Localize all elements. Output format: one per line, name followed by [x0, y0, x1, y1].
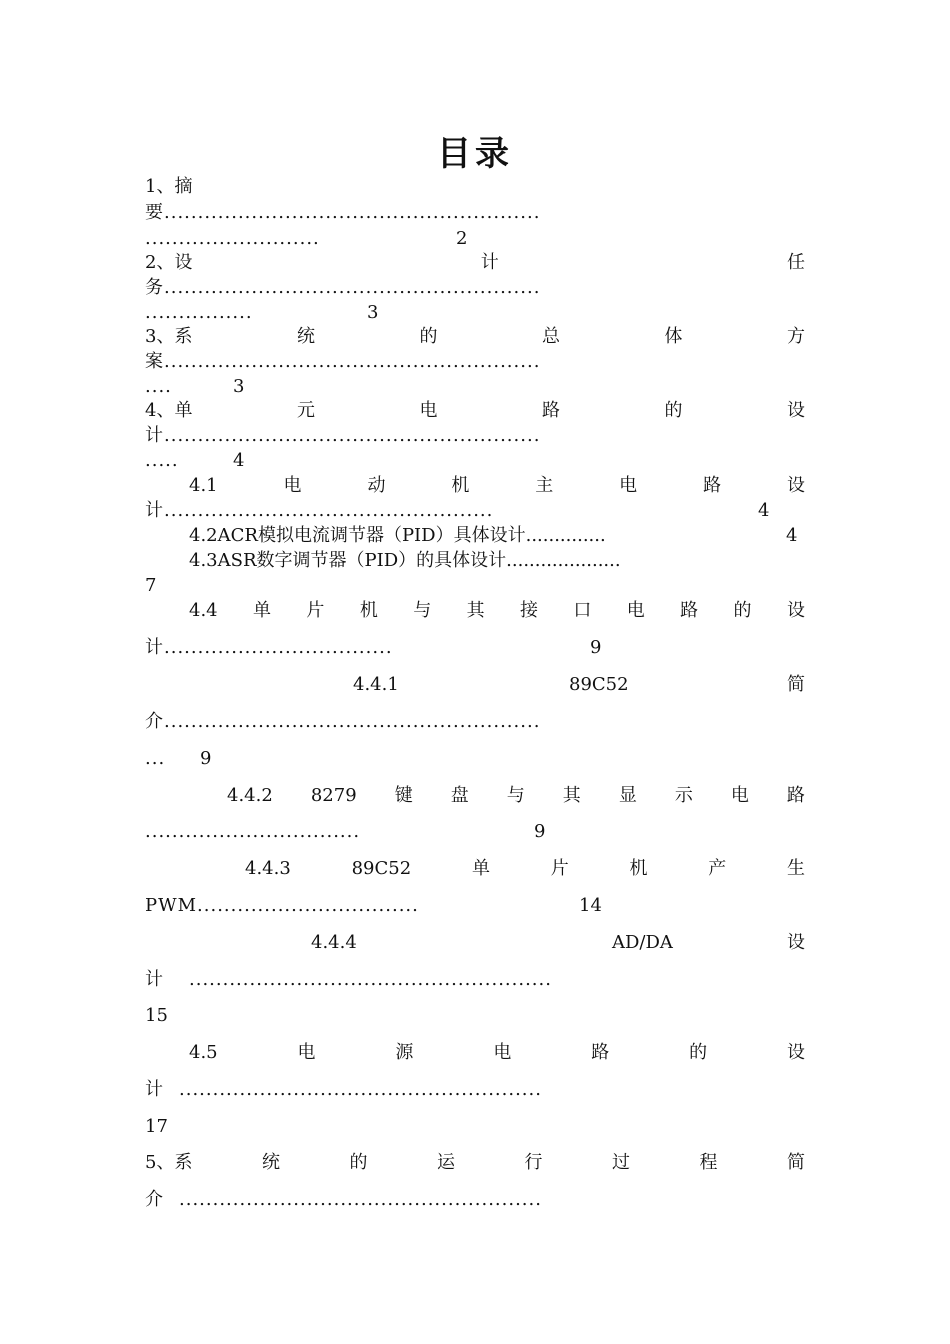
toc-entry-4-4-line2: 计.................................. 9	[145, 635, 805, 661]
toc-entry-1-line1[interactable]: 1、摘	[145, 176, 193, 197]
toc-entry-4-4-3-line2: PWM................................. 14	[145, 893, 805, 919]
toc-entry-2-line1[interactable]: 2、设 计 任	[145, 252, 805, 273]
page-number: 9	[590, 637, 602, 658]
toc-entry-4-4-1-line3: ... 9	[145, 746, 805, 772]
toc-entry-4-4-2-line2: ................................ 9	[145, 819, 805, 845]
page-number: 3	[367, 302, 379, 323]
toc-entry-4-4-1-line2: 介........................................................	[145, 711, 541, 732]
page-number: 9	[200, 748, 212, 769]
toc-entry-4-line2: 计........................................................	[145, 425, 541, 446]
toc-entry-3-line1[interactable]: 3、系 统 的 总 体 方	[145, 326, 805, 347]
toc-entry-4-3-page: 7	[145, 575, 157, 596]
toc-entry-1-line2: 要........................................................	[145, 202, 541, 223]
page-number: 3	[233, 376, 245, 397]
toc-entry-2-line3: ................ 3	[145, 300, 805, 326]
toc-entry-4-4-4-page: 15	[145, 1005, 168, 1026]
toc-entry-4-4-line1[interactable]: 4.4 单 片 机 与 其 接 口 电 路 的 设	[189, 600, 805, 621]
page-number: 2	[456, 228, 468, 249]
page-number: 4	[758, 500, 770, 521]
toc-entry-4-4-2-line1[interactable]: 4.4.2 8279 键 盘 与 其 显 示 电 路	[227, 785, 805, 806]
toc-entry-4-4-4-line2: 计 ......................................................	[145, 969, 552, 990]
toc-entry-4-5-page: 17	[145, 1116, 168, 1137]
toc-entry-2-line2: 务........................................................	[145, 277, 541, 298]
toc-entry-4-2[interactable]: 4.2ACR模拟电流调节器（PID）具体设计.............. 4	[189, 523, 805, 549]
toc-entry-4-1-line1[interactable]: 4.1 电 动 机 主 电 路 设	[189, 475, 805, 496]
toc-entry-4-3[interactable]: 4.3ASR数字调节器（PID）的具体设计....................	[189, 550, 621, 571]
toc-entry-4-line3: ..... 4	[145, 448, 805, 474]
page-number: 4	[786, 525, 798, 546]
toc-entry-4-4-4-line1[interactable]: 4.4.4 AD/DA 设	[311, 932, 805, 953]
toc-entry-1-line3: .......................... 2	[145, 226, 805, 252]
toc-entry-3-line2: 案........................................................	[145, 351, 541, 372]
toc-entry-4-4-3-line1[interactable]: 4.4.3 89C52 单 片 机 产 生	[245, 858, 805, 879]
page-number: 14	[579, 895, 602, 916]
page-number: 4	[233, 450, 245, 471]
toc-entry-3-line3: .... 3	[145, 374, 805, 400]
page-number: 9	[534, 821, 546, 842]
toc-entry-4-5-line1[interactable]: 4.5 电 源 电 路 的 设	[189, 1042, 805, 1063]
toc-entry-5-line2: 介 ......................................................	[145, 1189, 542, 1210]
toc-entry-4-line1[interactable]: 4、单 元 电 路 的 设	[145, 400, 805, 421]
toc-entry-5-line1[interactable]: 5、系 统 的 运 行 过 程 简	[145, 1152, 805, 1173]
toc-entry-4-5-line2: 计 ......................................................	[145, 1079, 542, 1100]
toc-entry-4-1-line2: 计................................................. 4	[145, 498, 805, 524]
page-title: 目录	[437, 134, 513, 174]
toc-entry-4-4-1-line1[interactable]: 4.4.1 89C52 简	[353, 674, 805, 695]
